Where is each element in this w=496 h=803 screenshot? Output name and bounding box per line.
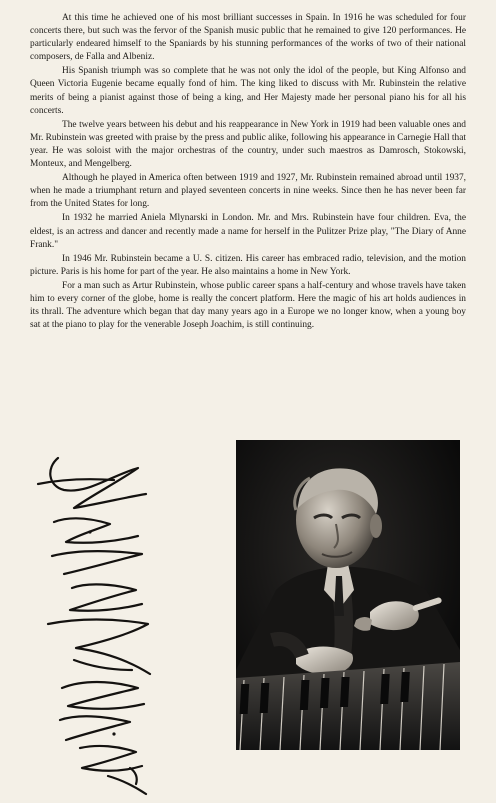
- paragraph-concert-platform: For a man such as Artur Rubinstein, whose public career spans a half-century and whose travels have taken him to every corner of the globe, home is really the concert platform. Here the magic of his art holds audiences in its thrall. The adventure which began that day many years ago in a Europe we no longer know, when a young boy sat at the piano to play for the venerable Joseph Joachim, is still continuing.: [30, 280, 466, 331]
- paragraph-new-york-1919: The twelve years between his debut and his reappearance in New York in 1919 had been valuable ones and Mr. Rubinstein was greeted with praise by the press and public alike, following his appearance in Carnegie Hall that year. He was soloist with the major orchestras of the country, under such maestros as Damrosch, Stokowski, Monteux, and Mengelberg.: [30, 119, 466, 170]
- paragraph-america-1927: Although he played in America often between 1919 and 1927, Mr. Rubinstein remained abroad until 1937, when he made a triumphant return and played seventeen concerts in nine weeks. Since then he has never been far from the United States for long.: [30, 173, 466, 210]
- paragraph-spain: At this time he achieved one of his most brilliant successes in Spain. In 1916 he was scheduled for four concerts there, but such was the fervor of the Spanish music public that he remained to give 120 performances. He particularly endeared himself to the Spaniards by his stunning performances of the works of two of their national composers, de Falla and Albeniz.: [30, 13, 466, 63]
- pianist-photograph: [236, 440, 460, 750]
- paragraph-citizenship: In 1946 Mr. Rubinstein became a U. S. citizen. His career has embraced radio, television, and the motion picture. Paris is his home for part of the year. He also maintains a home in New York.: [30, 253, 466, 277]
- signature-drawing: [18, 438, 218, 798]
- handwritten-signature: [18, 438, 218, 798]
- photo-drawing: [236, 440, 460, 750]
- article-text: [30, 12, 466, 333]
- paragraph-spanish-triumph: His Spanish triumph was so complete that he was not only the idol of the people, but King Alfonso and Queen Victoria Eugenie became equally fond of him. The king liked to discuss with Mr. Rubinstein the relative merits of being a pianist against those of being a king, and Her Majesty made her personal piano his for all his concerts.: [30, 66, 466, 116]
- paragraph-marriage: In 1932 he married Aniela Mlynarski in London. Mr. and Mrs. Rubinstein have four children. Eva, the eldest, is an actress and dancer and recently made a name for herself in the Pulitzer Prize play, "The Diary of Anne Frank.": [30, 213, 466, 250]
